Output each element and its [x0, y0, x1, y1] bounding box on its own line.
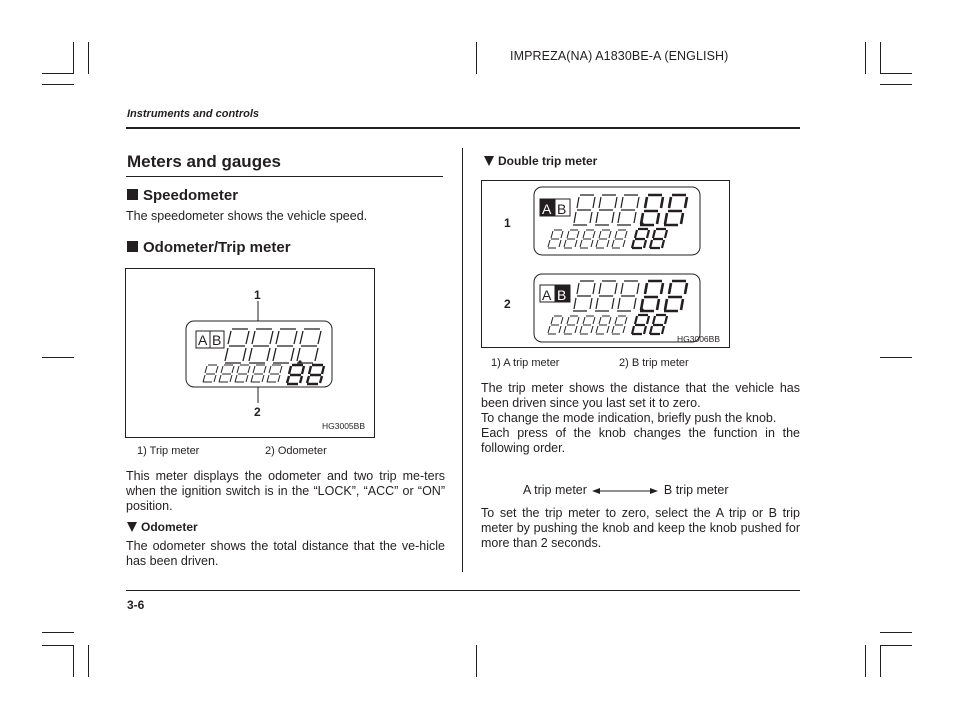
odometer-trip-heading: [127, 239, 291, 256]
document-id: IMPREZA(NA) A1830BE-A (ENGLISH): [510, 49, 729, 63]
mode-cycle: [523, 483, 729, 497]
page-number: 3-6: [127, 598, 145, 612]
speedometer-heading-text: Speedometer: [143, 187, 239, 204]
caption-b-trip: 2) B trip meter: [619, 357, 689, 369]
odometer-subheading: [127, 520, 198, 534]
callout-1: 1: [254, 288, 261, 302]
triangle-bullet-icon: [484, 156, 494, 166]
speedometer-heading: [127, 187, 238, 204]
lcd-display-illustration: [126, 269, 374, 437]
square-bullet-icon: [127, 189, 138, 200]
figure-code: HG3006BB: [677, 334, 720, 344]
page-title: Meters and gauges: [127, 152, 281, 171]
figure-code: HG3005BB: [322, 421, 365, 431]
callout-1: 1: [504, 216, 511, 230]
callout-2: 2: [504, 297, 511, 311]
cycle-a-trip: A trip meter: [523, 483, 587, 497]
column-divider: [462, 148, 463, 572]
figure-double-trip-display: [481, 180, 730, 348]
cycle-b-trip: B trip meter: [663, 483, 729, 497]
double-arrow-icon: [592, 486, 658, 496]
lcd-double-display-illustration: [482, 181, 729, 347]
meter-description: This meter displays the odometer and two trip me-ters when the ignition switch is in the “LOCK”, “ACC” or “ON” position.: [126, 469, 445, 513]
double-trip-heading-text: Double trip meter: [498, 154, 598, 168]
header-rule: [126, 127, 800, 129]
square-bullet-icon: [127, 241, 138, 252]
figure-odometer-display: [125, 268, 375, 438]
display-b-label-selected: B: [557, 287, 567, 303]
footer-rule: [126, 590, 800, 591]
display-a-label-selected: A: [542, 201, 552, 217]
display-b-label: B: [557, 201, 567, 217]
display-a-label: A: [542, 287, 552, 303]
trip-para-1: The trip meter shows the distance that the vehicle has been driven since you last set it to zero.: [481, 381, 800, 410]
double-trip-heading: [484, 154, 597, 168]
odometer-trip-heading-text: Odometer/Trip meter: [143, 239, 291, 256]
caption-odometer: 2) Odometer: [265, 445, 327, 457]
odometer-description: The odometer shows the total distance that the ve-hicle has been driven.: [126, 539, 445, 568]
trip-paragraphs: [481, 381, 800, 456]
reset-instructions: To set the trip meter to zero, select the A trip or B trip meter by pushing the knob and keep the knob pushed for more than 2 seconds.: [481, 506, 800, 550]
title-underline: [126, 176, 443, 177]
speedometer-text: The speedometer shows the vehicle speed.: [126, 209, 368, 223]
trip-para-3: Each press of the knob changes the function in the following order.: [481, 426, 800, 455]
odometer-subheading-text: Odometer: [141, 520, 198, 534]
section-title: Instruments and controls: [127, 108, 260, 120]
display-a-label: A: [198, 332, 208, 348]
trip-para-2: To change the mode indication, briefly push the knob.: [481, 411, 777, 425]
caption-trip-meter: 1) Trip meter: [137, 445, 200, 457]
display-b-label: B: [212, 332, 222, 348]
triangle-bullet-icon: [127, 522, 137, 532]
callout-2: 2: [254, 405, 261, 419]
caption-a-trip: 1) A trip meter: [491, 357, 560, 369]
